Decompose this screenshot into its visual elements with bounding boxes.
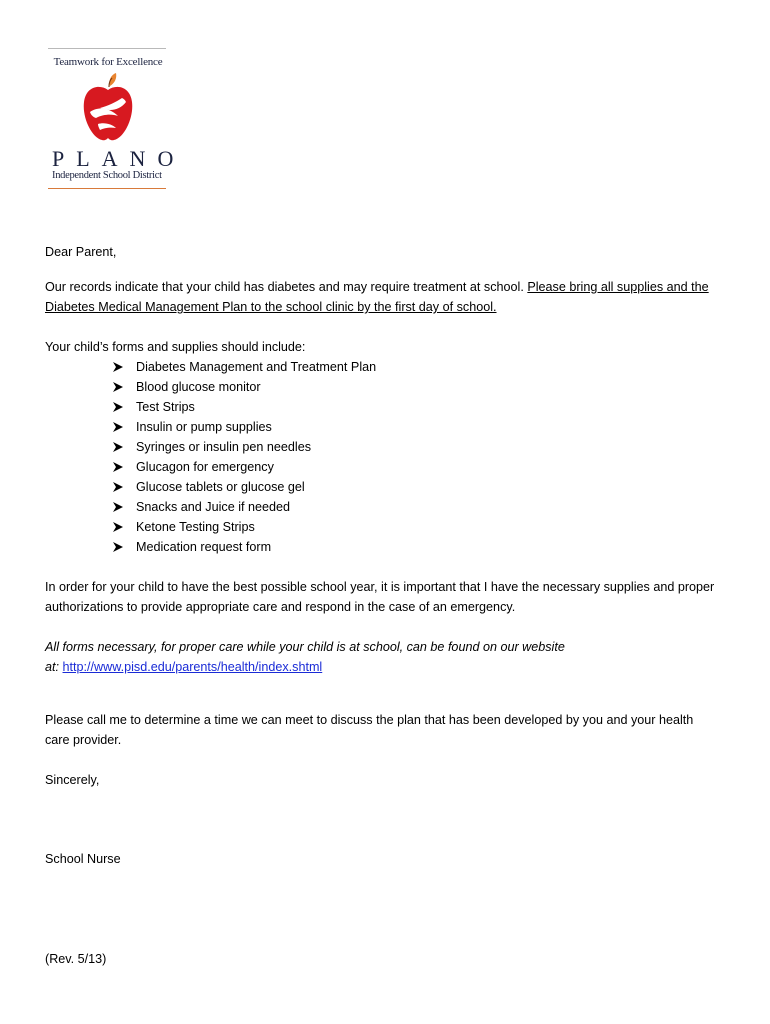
signature: School Nurse (45, 852, 121, 866)
supply-label: Glucose tablets or glucose gel (136, 480, 305, 494)
intro-emphasis-1: Please bring all supplies and the (527, 280, 709, 294)
revision-note: (Rev. 5/13) (45, 952, 107, 966)
arrowhead-bullet-icon (112, 481, 124, 493)
arrowhead-bullet-icon (112, 361, 124, 373)
logo-tagline: Teamwork for Excellence (53, 56, 163, 68)
list-item (112, 357, 376, 377)
greeting: Dear Parent, (45, 245, 117, 259)
supply-label: Glucagon for emergency (136, 460, 274, 474)
list-item (112, 437, 376, 457)
list-item (112, 537, 376, 557)
supply-label: Medication request form (136, 540, 272, 554)
arrowhead-bullet-icon (112, 381, 124, 393)
logo-wordmark: PLANO (52, 146, 186, 171)
arrowhead-bullet-icon (112, 441, 124, 453)
supplies-heading: Your child’s forms and supplies should include: (45, 340, 306, 354)
arrowhead-bullet-icon (112, 461, 124, 473)
list-item (112, 517, 376, 537)
paragraph-3-line-1: Please call me to determine a time we can meet to discuss the plan that has been developed by you and your health (45, 713, 694, 727)
logo-district-name: Independent School District (52, 170, 162, 181)
list-item (112, 377, 376, 397)
supply-label: Snacks and Juice if needed (136, 500, 291, 514)
paragraph-3-line-2: care provider. (45, 733, 122, 747)
logo-top-rule (48, 48, 166, 49)
supplies-list (112, 357, 376, 557)
arrowhead-bullet-icon (112, 401, 124, 413)
list-item (112, 497, 376, 517)
red-apple-hands-icon (80, 72, 136, 144)
intro-text: Our records indicate that your child has diabetes and may require treatment at school. (45, 280, 528, 294)
arrowhead-bullet-icon (112, 421, 124, 433)
paragraph-2-line-1: In order for your child to have the best possible school year, it is important that I have the necessary supplies and proper (45, 580, 715, 594)
list-item (112, 397, 376, 417)
supply-label: Ketone Testing Strips (136, 520, 255, 534)
arrowhead-bullet-icon (112, 501, 124, 513)
list-item (112, 457, 376, 477)
intro-emphasis-2: Diabetes Medical Management Plan to the school clinic by the first day of school. (45, 300, 497, 314)
plano-isd-logo (46, 48, 186, 190)
logo-bottom-rule (48, 188, 166, 189)
health-forms-link[interactable]: http://www.pisd.edu/parents/health/index.shtml (62, 660, 323, 674)
supply-label: Insulin or pump supplies (136, 420, 272, 434)
list-item (112, 477, 376, 497)
supply-label: Diabetes Management and Treatment Plan (136, 360, 377, 374)
paragraph-2-line-2: authorizations to provide appropriate care and respond in the case of an emergency. (45, 600, 516, 614)
arrowhead-bullet-icon (112, 521, 124, 533)
website-line (45, 657, 322, 677)
closing: Sincerely, (45, 773, 100, 787)
arrowhead-bullet-icon (112, 541, 124, 553)
website-prefix: at: (45, 660, 63, 674)
intro-line-1 (45, 277, 709, 297)
supply-label: Syringes or insulin pen needles (136, 440, 312, 454)
list-item (112, 417, 376, 437)
website-note: All forms necessary, for proper care while your child is at school, can be found on our website (45, 640, 565, 654)
supply-label: Blood glucose monitor (136, 380, 261, 394)
supply-label: Test Strips (136, 400, 195, 414)
